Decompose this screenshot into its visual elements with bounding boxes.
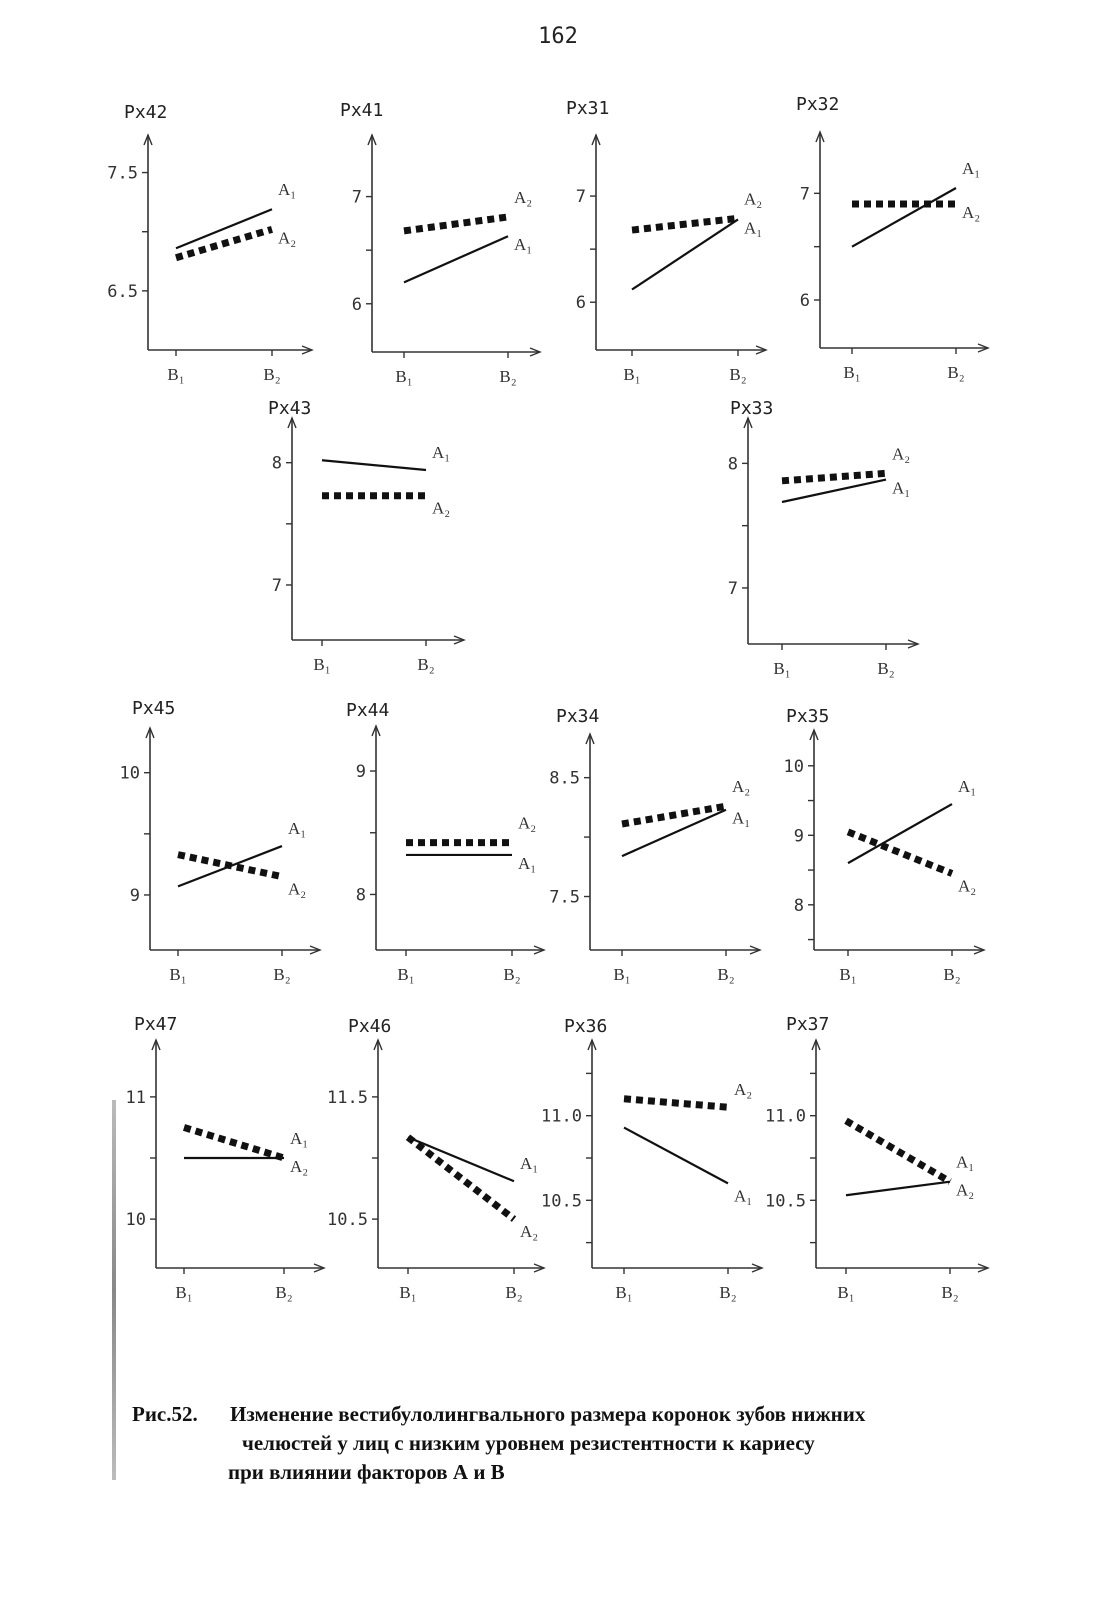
x-tick-label: B₂ [273, 965, 291, 984]
y-tick-label: 11.5 [327, 1087, 368, 1108]
chart-px47 [126, 1014, 324, 1302]
x-tick-label: B₁ [613, 965, 631, 984]
series-label-a1: A₁ [958, 777, 977, 797]
series-label-a2: A₂ [288, 879, 307, 899]
y-tick-label: 6 [799, 291, 810, 311]
y-tick-label: 8 [727, 454, 738, 475]
x-tick-label: B₁ [169, 965, 187, 984]
chart-px46 [327, 1016, 544, 1302]
series-label-a1: A₁ [520, 1154, 539, 1174]
chart-px34 [549, 706, 760, 984]
x-tick-label: B₂ [503, 965, 521, 984]
chart-px43 [268, 398, 464, 674]
page-number: 162 [538, 24, 578, 49]
chart-px31 [566, 98, 766, 384]
chart-px35 [784, 706, 984, 984]
x-tick-label: B₁ [837, 1283, 855, 1302]
caption-line-3: при влиянии факторов А и В [228, 1460, 505, 1484]
chart-title: Px43 [268, 398, 312, 419]
y-tick-label: 7 [727, 578, 738, 599]
x-tick-label: B₂ [505, 1283, 523, 1302]
y-tick-label: 9 [129, 885, 140, 906]
x-tick-label: B₂ [263, 365, 281, 384]
series-label-a1: A₁ [962, 159, 981, 178]
chart-title: Px46 [348, 1016, 392, 1037]
y-tick-label: 9 [355, 762, 366, 783]
caption-line-1: Изменение вестибулолингвального размера коронок зубов нижних [230, 1402, 866, 1426]
x-tick-label: B₂ [719, 1283, 737, 1302]
x-tick-label: B₁ [313, 655, 331, 674]
series-line-a2 [782, 473, 886, 480]
series-label-a1: A₁ [290, 1129, 309, 1148]
caption-label: Рис.52. [132, 1402, 198, 1426]
series-label-a2: A₂ [290, 1157, 309, 1176]
series-line-a2 [848, 832, 952, 874]
series-line-a1 [178, 846, 282, 886]
chart-px37 [765, 1014, 988, 1302]
chart-title: Px44 [346, 700, 390, 721]
chart-title: Px45 [132, 698, 176, 719]
x-tick-label: B₁ [839, 965, 857, 984]
x-tick-label: B₁ [397, 965, 415, 984]
x-tick-label: B₂ [417, 655, 435, 674]
y-tick-label: 8 [271, 453, 282, 474]
y-tick-label: 11.0 [765, 1106, 806, 1127]
x-tick-label: B₁ [623, 365, 641, 384]
x-tick-label: B₂ [275, 1283, 293, 1302]
y-tick-label: 7 [575, 187, 586, 208]
series-label-a2: A₂ [278, 228, 297, 248]
chart-px42 [107, 102, 312, 384]
series-label-a2: A₂ [956, 1180, 975, 1200]
x-tick-label: B₂ [717, 965, 735, 984]
series-label-a1: A₁ [288, 819, 307, 839]
series-label-a1: A₁ [432, 443, 451, 463]
x-tick-label: B₂ [499, 367, 517, 386]
y-tick-label: 8.5 [549, 768, 580, 789]
y-tick-label: 8 [355, 885, 366, 906]
y-tick-label: 10.5 [327, 1210, 368, 1231]
series-line-a1 [404, 236, 508, 282]
series-label-a1: A₁ [278, 180, 297, 200]
series-line-a2 [404, 217, 508, 231]
series-line-a1 [846, 1182, 950, 1196]
series-line-a1 [852, 188, 956, 247]
x-tick-label: B₂ [947, 363, 965, 382]
chart-px36 [541, 1016, 762, 1302]
series-label-a2: A₂ [958, 876, 977, 896]
series-label-a1: A₁ [734, 1186, 753, 1206]
y-tick-label: 6.5 [107, 281, 138, 302]
y-tick-label: 10.5 [541, 1191, 582, 1212]
series-line-a2 [184, 1127, 284, 1158]
x-tick-label: B₂ [729, 365, 747, 384]
chart-title: Px37 [786, 1014, 830, 1035]
series-line-a2 [624, 1099, 728, 1107]
x-tick-label: B₁ [399, 1283, 417, 1302]
x-tick-label: B₁ [175, 1283, 193, 1302]
series-line-a2 [622, 806, 726, 824]
chart-title: Px34 [556, 706, 600, 727]
chart-title: Px31 [566, 98, 610, 119]
series-label-a2: A₂ [892, 444, 911, 464]
x-tick-label: B₂ [943, 965, 961, 984]
y-tick-label: 9 [793, 826, 804, 847]
chart-title: Px35 [786, 706, 830, 727]
y-tick-label: 10.5 [765, 1191, 806, 1212]
y-tick-label: 6 [351, 294, 362, 315]
x-tick-label: B₂ [941, 1283, 959, 1302]
chart-px45 [120, 698, 320, 984]
chart-title: Px33 [730, 398, 774, 419]
y-tick-label: 7.5 [107, 163, 138, 184]
series-label-a1: A₁ [956, 1152, 975, 1172]
series-label-a2: A₂ [432, 498, 451, 518]
caption-line-2: челюстей у лиц с низким уровнем резистентности к кариесу [242, 1431, 815, 1455]
y-tick-label: 7 [351, 187, 362, 208]
series-line-a1 [848, 804, 952, 863]
y-tick-label: 10 [119, 763, 140, 784]
series-label-a2: A₂ [520, 1222, 539, 1242]
y-tick-label: 11.0 [541, 1106, 582, 1127]
chart-title: Px47 [134, 1014, 178, 1035]
x-tick-label: B₁ [395, 367, 413, 386]
series-label-a1: A₁ [514, 235, 533, 255]
y-tick-label: 7.5 [549, 887, 580, 908]
series-label-a2: A₂ [732, 777, 751, 797]
series-label-a2: A₂ [514, 187, 533, 207]
series-label-a2: A₂ [744, 189, 763, 209]
x-tick-label: B₁ [773, 659, 791, 678]
chart-title: Px42 [124, 102, 168, 123]
chart-px44 [346, 700, 544, 984]
series-line-a2 [632, 218, 738, 230]
series-line-a1 [322, 460, 426, 470]
y-tick-label: 10 [783, 756, 804, 777]
x-tick-label: B₂ [877, 659, 895, 678]
series-label-a1: A₁ [732, 808, 751, 828]
series-line-a2 [846, 1121, 950, 1182]
x-tick-label: B₁ [167, 365, 185, 384]
series-label-a1: A₁ [744, 218, 763, 238]
chart-title: Px41 [340, 100, 384, 121]
series-label-a1: A₁ [518, 853, 537, 873]
y-tick-label: 7 [799, 184, 810, 205]
x-tick-label: B₁ [843, 363, 861, 382]
chart-title: Px32 [796, 94, 840, 115]
series-label-a2: A₂ [734, 1080, 753, 1100]
chart-px32 [796, 94, 988, 382]
y-tick-label: 6 [575, 293, 586, 314]
y-tick-label: 11 [125, 1087, 146, 1108]
chart-px41 [340, 100, 540, 386]
series-label-a2: A₂ [962, 203, 981, 222]
series-line-a1 [624, 1128, 728, 1184]
series-label-a1: A₁ [892, 478, 911, 498]
y-tick-label: 8 [793, 895, 804, 916]
x-tick-label: B₁ [615, 1283, 633, 1302]
y-tick-label: 10 [125, 1210, 146, 1231]
series-line-a2 [408, 1137, 514, 1219]
y-tick-label: 7 [271, 575, 282, 596]
chart-px33 [728, 398, 918, 678]
series-label-a2: A₂ [518, 813, 537, 833]
chart-title: Px36 [564, 1016, 608, 1037]
